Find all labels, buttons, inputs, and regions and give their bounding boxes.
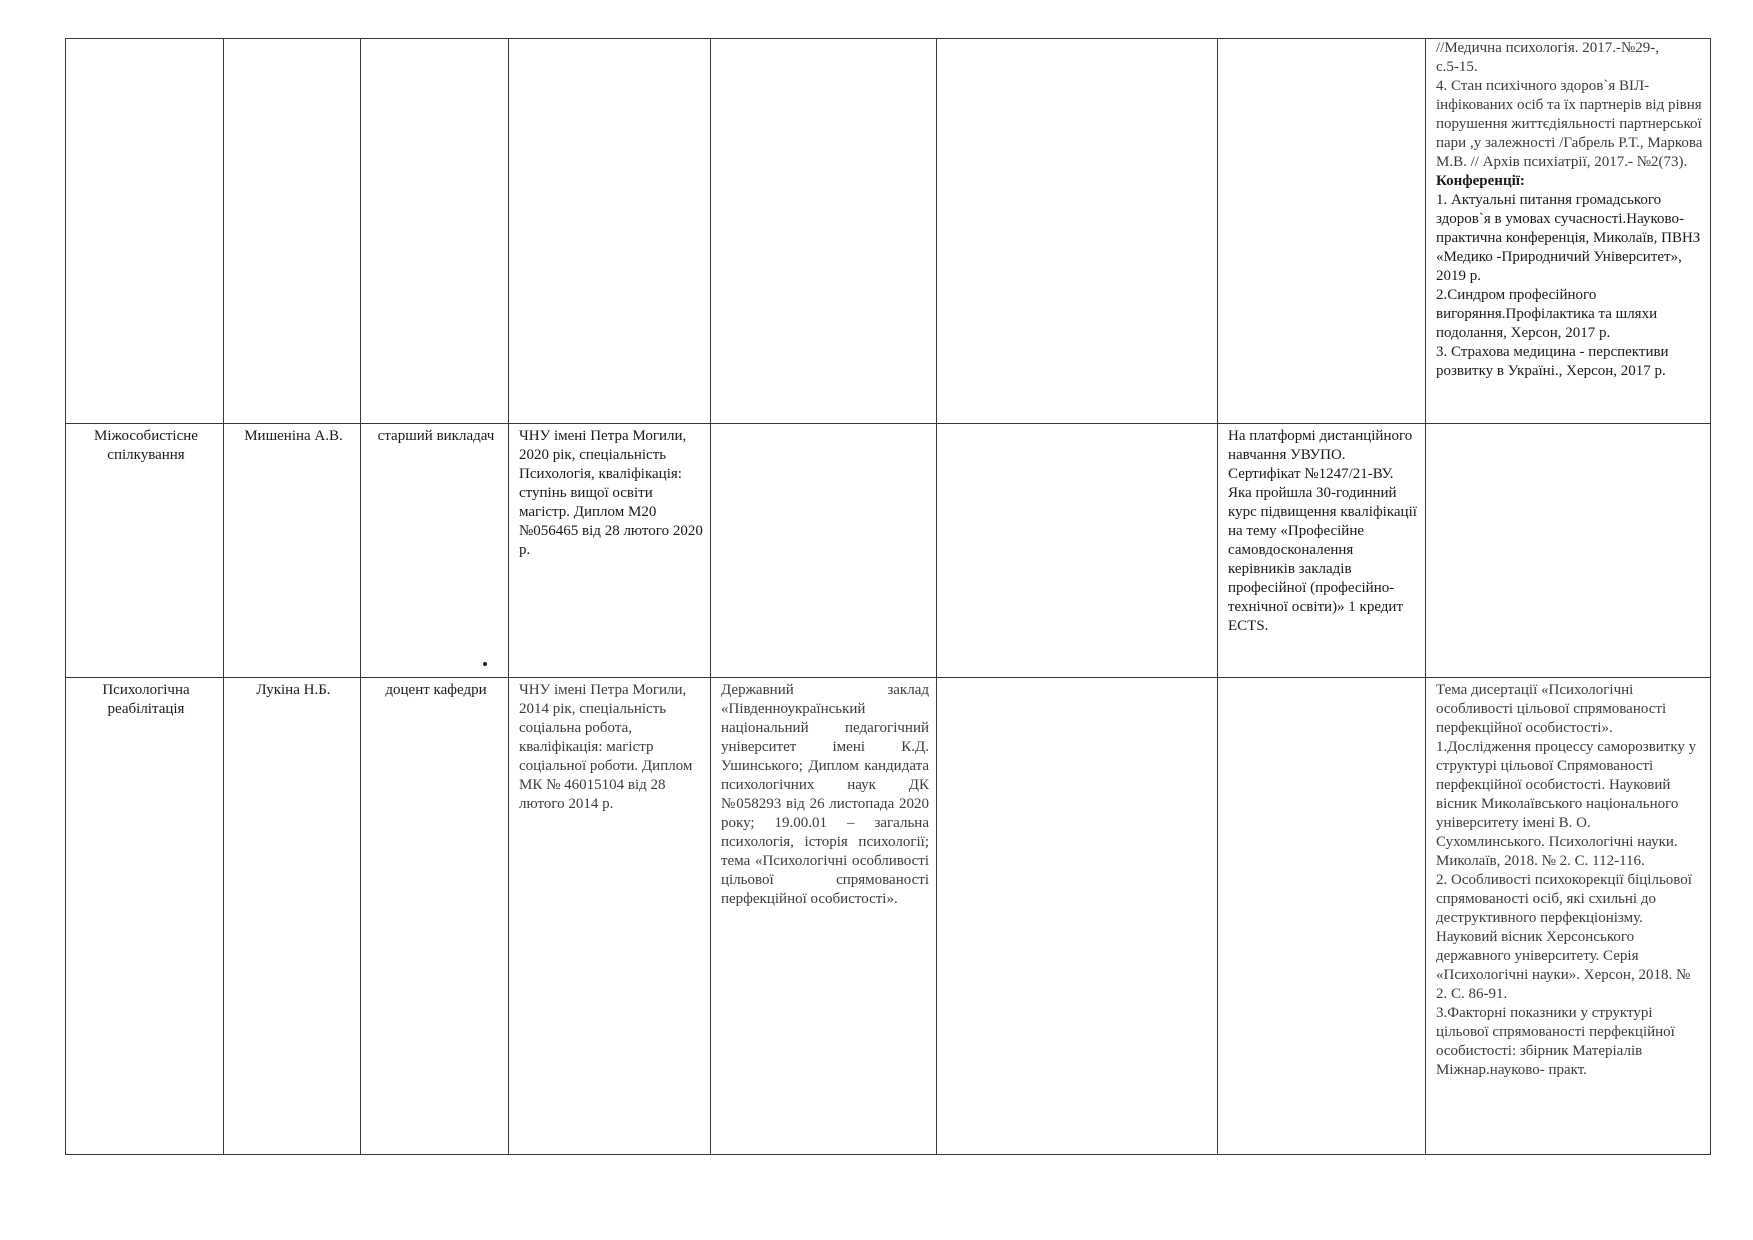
publications-cell xyxy=(1426,39,1711,424)
staff-qualification-table xyxy=(65,38,1711,1155)
dissertation-topic: Тема дисертації «Психологічні особливості цільової спрямованості перфекційної особистості». xyxy=(1436,682,1667,736)
empty-cell xyxy=(937,424,1218,678)
empty-cell xyxy=(937,39,1218,424)
table-row xyxy=(66,678,1711,1155)
scan-speck xyxy=(483,662,487,666)
discipline-cell: Міжособистісне спілкування xyxy=(66,424,224,678)
qualification-cell: На платформі дистанційного навчання УВУПО. Сертифікат №1247/21-ВУ. Яка пройшла 30-годинний курс підвищення кваліфікації на тему «Професійне самовдосконалення керівників закладів професійної (професійно-технічної освіти)» 1 кредит ECTS. xyxy=(1218,424,1426,678)
publication-item: 3.Факторні показники у структурі цільової спрямованості перфекційної особистості: збірник Матеріалів Міжнар.науково- практ. xyxy=(1436,1005,1675,1078)
degree-cell xyxy=(711,39,937,424)
teacher-cell: Мишеніна А.В. xyxy=(224,424,361,678)
teacher-cell xyxy=(224,39,361,424)
education-cell: ЧНУ імені Петра Могили, 2020 рік, спеціальність Психологія, кваліфікація: ступінь вищої освіти магістр. Диплом М20 №056465 від 28 лютого 2020 р. xyxy=(509,424,711,678)
publications-cell xyxy=(1426,424,1711,678)
position-cell xyxy=(361,39,509,424)
teacher-cell: Лукіна Н.Б. xyxy=(224,678,361,1155)
conference-item: 2.Синдром професійного вигоряння.Профілактика та шляхи подолання, Херсон, 2017 р. xyxy=(1436,287,1658,341)
table-row xyxy=(66,39,1711,424)
position-text: старший викладач xyxy=(377,428,495,444)
position-cell xyxy=(361,424,509,678)
position-cell: доцент кафедри xyxy=(361,678,509,1155)
qualification-cell xyxy=(1218,678,1426,1155)
publication-item: 1.Дослідження процессу саморозвитку у структурі цільової Спрямованості перфекційної особистості. Науковий вісник Миколаївського національного університету імені В. О. Сухомлинського. Психологічні науки. Миколаїв, 2018. № 2. С. 112-116. xyxy=(1436,739,1697,869)
publication-item: 2. Особливості психокорекції біцільової спрямованості осіб, які схильні до деструктивного перфекціонізму. Науковий вісник Херсонського державного університету. Серія «Психологічні науки». Херсон, 2018. № 2. С. 86-91. xyxy=(1436,872,1692,1002)
discipline-cell: Психологічна реабілітація xyxy=(66,678,224,1155)
empty-cell xyxy=(937,678,1218,1155)
publication-line: //Медична психологія. 2017.-№29-, xyxy=(1436,40,1660,56)
publication-line: с.5-15. xyxy=(1436,59,1478,75)
qualification-cell xyxy=(1218,39,1426,424)
publication-item: 4. Стан психічного здоров`я ВІЛ-інфікованих осіб та їх партнерів від рівня порушення життєдіяльності партнерської пари ,у залежності /Габрель Р.Т., Маркова М.В. // Архів психіатрії, 2017.- №2(73). xyxy=(1436,78,1703,170)
degree-cell xyxy=(711,424,937,678)
education-cell xyxy=(509,39,711,424)
degree-cell: Державний заклад «Південноукраїнський національний педагогічний університет імені К.Д. Ушинського; Диплом кандидата психологічних наук ДК №058293 від 26 листопада 2020 року; 19.00.01 – загальна психологія, історія психології; тема «Психологічні особливості цільової спрямованості перфекційної особистості». xyxy=(711,678,937,1155)
discipline-cell xyxy=(66,39,224,424)
conference-item: 1. Актуальні питання громадського здоров`я в умовах сучасності.Науково-практична конференція, Миколаїв, ПВНЗ «Медико -Природничий Університет», 2019 р. xyxy=(1436,192,1701,284)
conference-item: 3. Страхова медицина - перспективи розвитку в Україні., Херсон, 2017 р. xyxy=(1436,344,1669,379)
table-row xyxy=(66,424,1711,678)
publications-cell xyxy=(1426,678,1711,1155)
education-cell: ЧНУ імені Петра Могили, 2014 рік, спеціальність соціальна робота, кваліфікація: магістр соціальної роботи. Диплом МК № 46015104 від 28 лютого 2014 р. xyxy=(509,678,711,1155)
conferences-heading: Конференції: xyxy=(1436,173,1525,189)
